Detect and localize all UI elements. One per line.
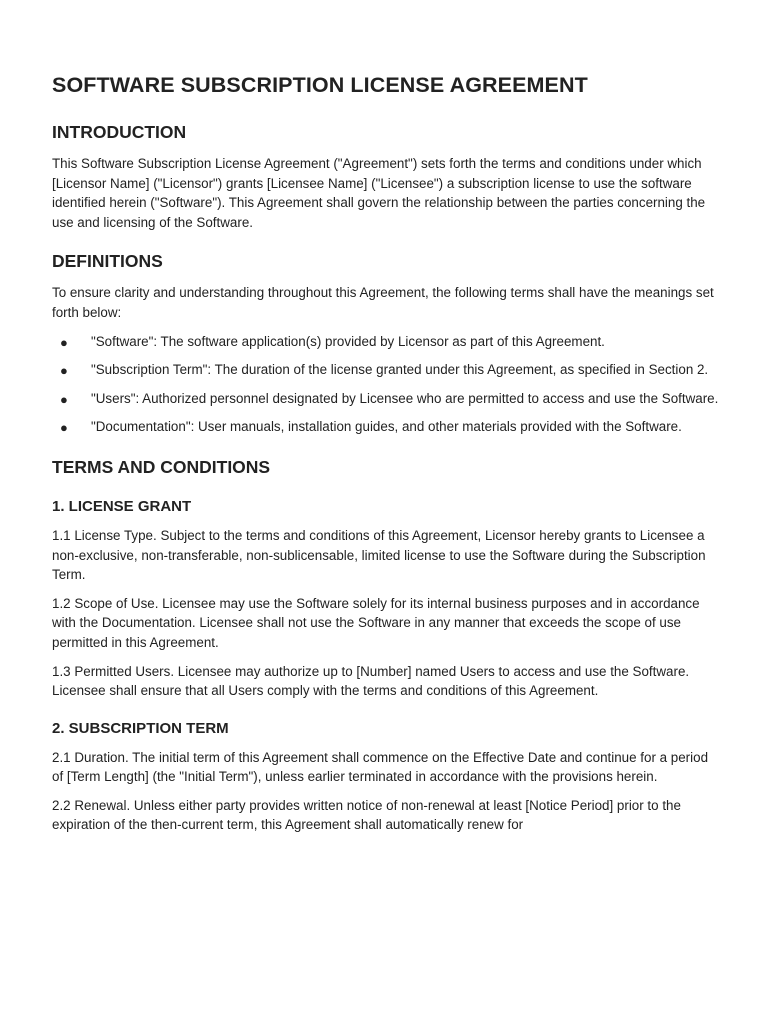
list-item bbox=[52, 332, 720, 352]
definitions-intro: To ensure clarity and understanding throughout this Agreement, the following terms shall have the meanings set forth below: bbox=[52, 285, 714, 320]
terms-heading: TERMS AND CONDITIONS bbox=[52, 456, 271, 477]
section-paragraph: 1.2 Scope of Use. Licensee may use the Software solely for its internal business purposes and in accordance with the Documentation. Licensee shall not use the Software in any manner that exceeds the scope of use permitted in this Agreement. bbox=[52, 595, 700, 650]
introduction-paragraph: This Software Subscription License Agreement ("Agreement") sets forth the terms and conditions under which [Licensor Name] ("Licensor") grants [Licensee Name] ("Licensee") a subscription license to use the software identified herein ("Software"). This Agreement shall govern the relationship between the parties concerning the use and licensing of the Software. bbox=[52, 156, 706, 230]
definition-text: "Users": Authorized personnel designated by Licensee who are permitted to access and use the Software. bbox=[91, 390, 719, 406]
subscription-term-heading: 2. SUBSCRIPTION TERM bbox=[52, 719, 229, 737]
section-paragraph: 1.3 Permitted Users. Licensee may authorize up to [Number] named Users to access and use the Software. Licensee shall ensure that all Users comply with the terms and conditions of this Agreement. bbox=[52, 663, 690, 699]
bullet-icon: ● bbox=[60, 334, 68, 350]
bullet-icon: ● bbox=[60, 363, 68, 379]
document-title: SOFTWARE SUBSCRIPTION LICENSE AGREEMENT bbox=[52, 73, 588, 97]
section-paragraph: 2.2 Renewal. Unless either party provides written notice of non-renewal at least [Notice Period] prior to the expiration of the then-current term, this Agreement shall automatically renew for bbox=[52, 797, 681, 833]
list-item bbox=[52, 389, 720, 409]
definitions-list bbox=[52, 332, 720, 437]
list-item bbox=[52, 360, 720, 380]
section-paragraph: 2.1 Duration. The initial term of this Agreement shall commence on the Effective Date and continue for a period of [Term Length] (the "Initial Term"), unless earlier terminated in accordance with the provisions herein. bbox=[52, 749, 709, 785]
bullet-icon: ● bbox=[60, 420, 68, 436]
license-grant-heading: 1. LICENSE GRANT bbox=[52, 497, 192, 515]
bullet-icon: ● bbox=[60, 391, 68, 407]
list-item bbox=[52, 417, 720, 437]
section-paragraph: 1.1 License Type. Subject to the terms and conditions of this Agreement, Licensor hereby grants to Licensee a non-exclusive, non-transferable, non-sublicensable, limited license to use the Software during the Subscription Term. bbox=[52, 527, 706, 583]
definitions-heading: DEFINITIONS bbox=[52, 251, 163, 272]
definition-text: "Software": The software application(s) provided by Licensor as part of this Agreement. bbox=[91, 333, 605, 349]
definition-text: "Subscription Term": The duration of the license granted under this Agreement, as specified in Section 2. bbox=[91, 362, 709, 378]
definition-text: "Documentation": User manuals, installation guides, and other materials provided with the Software. bbox=[91, 419, 682, 435]
document-page bbox=[52, 70, 720, 835]
introduction-heading: INTRODUCTION bbox=[52, 122, 187, 142]
